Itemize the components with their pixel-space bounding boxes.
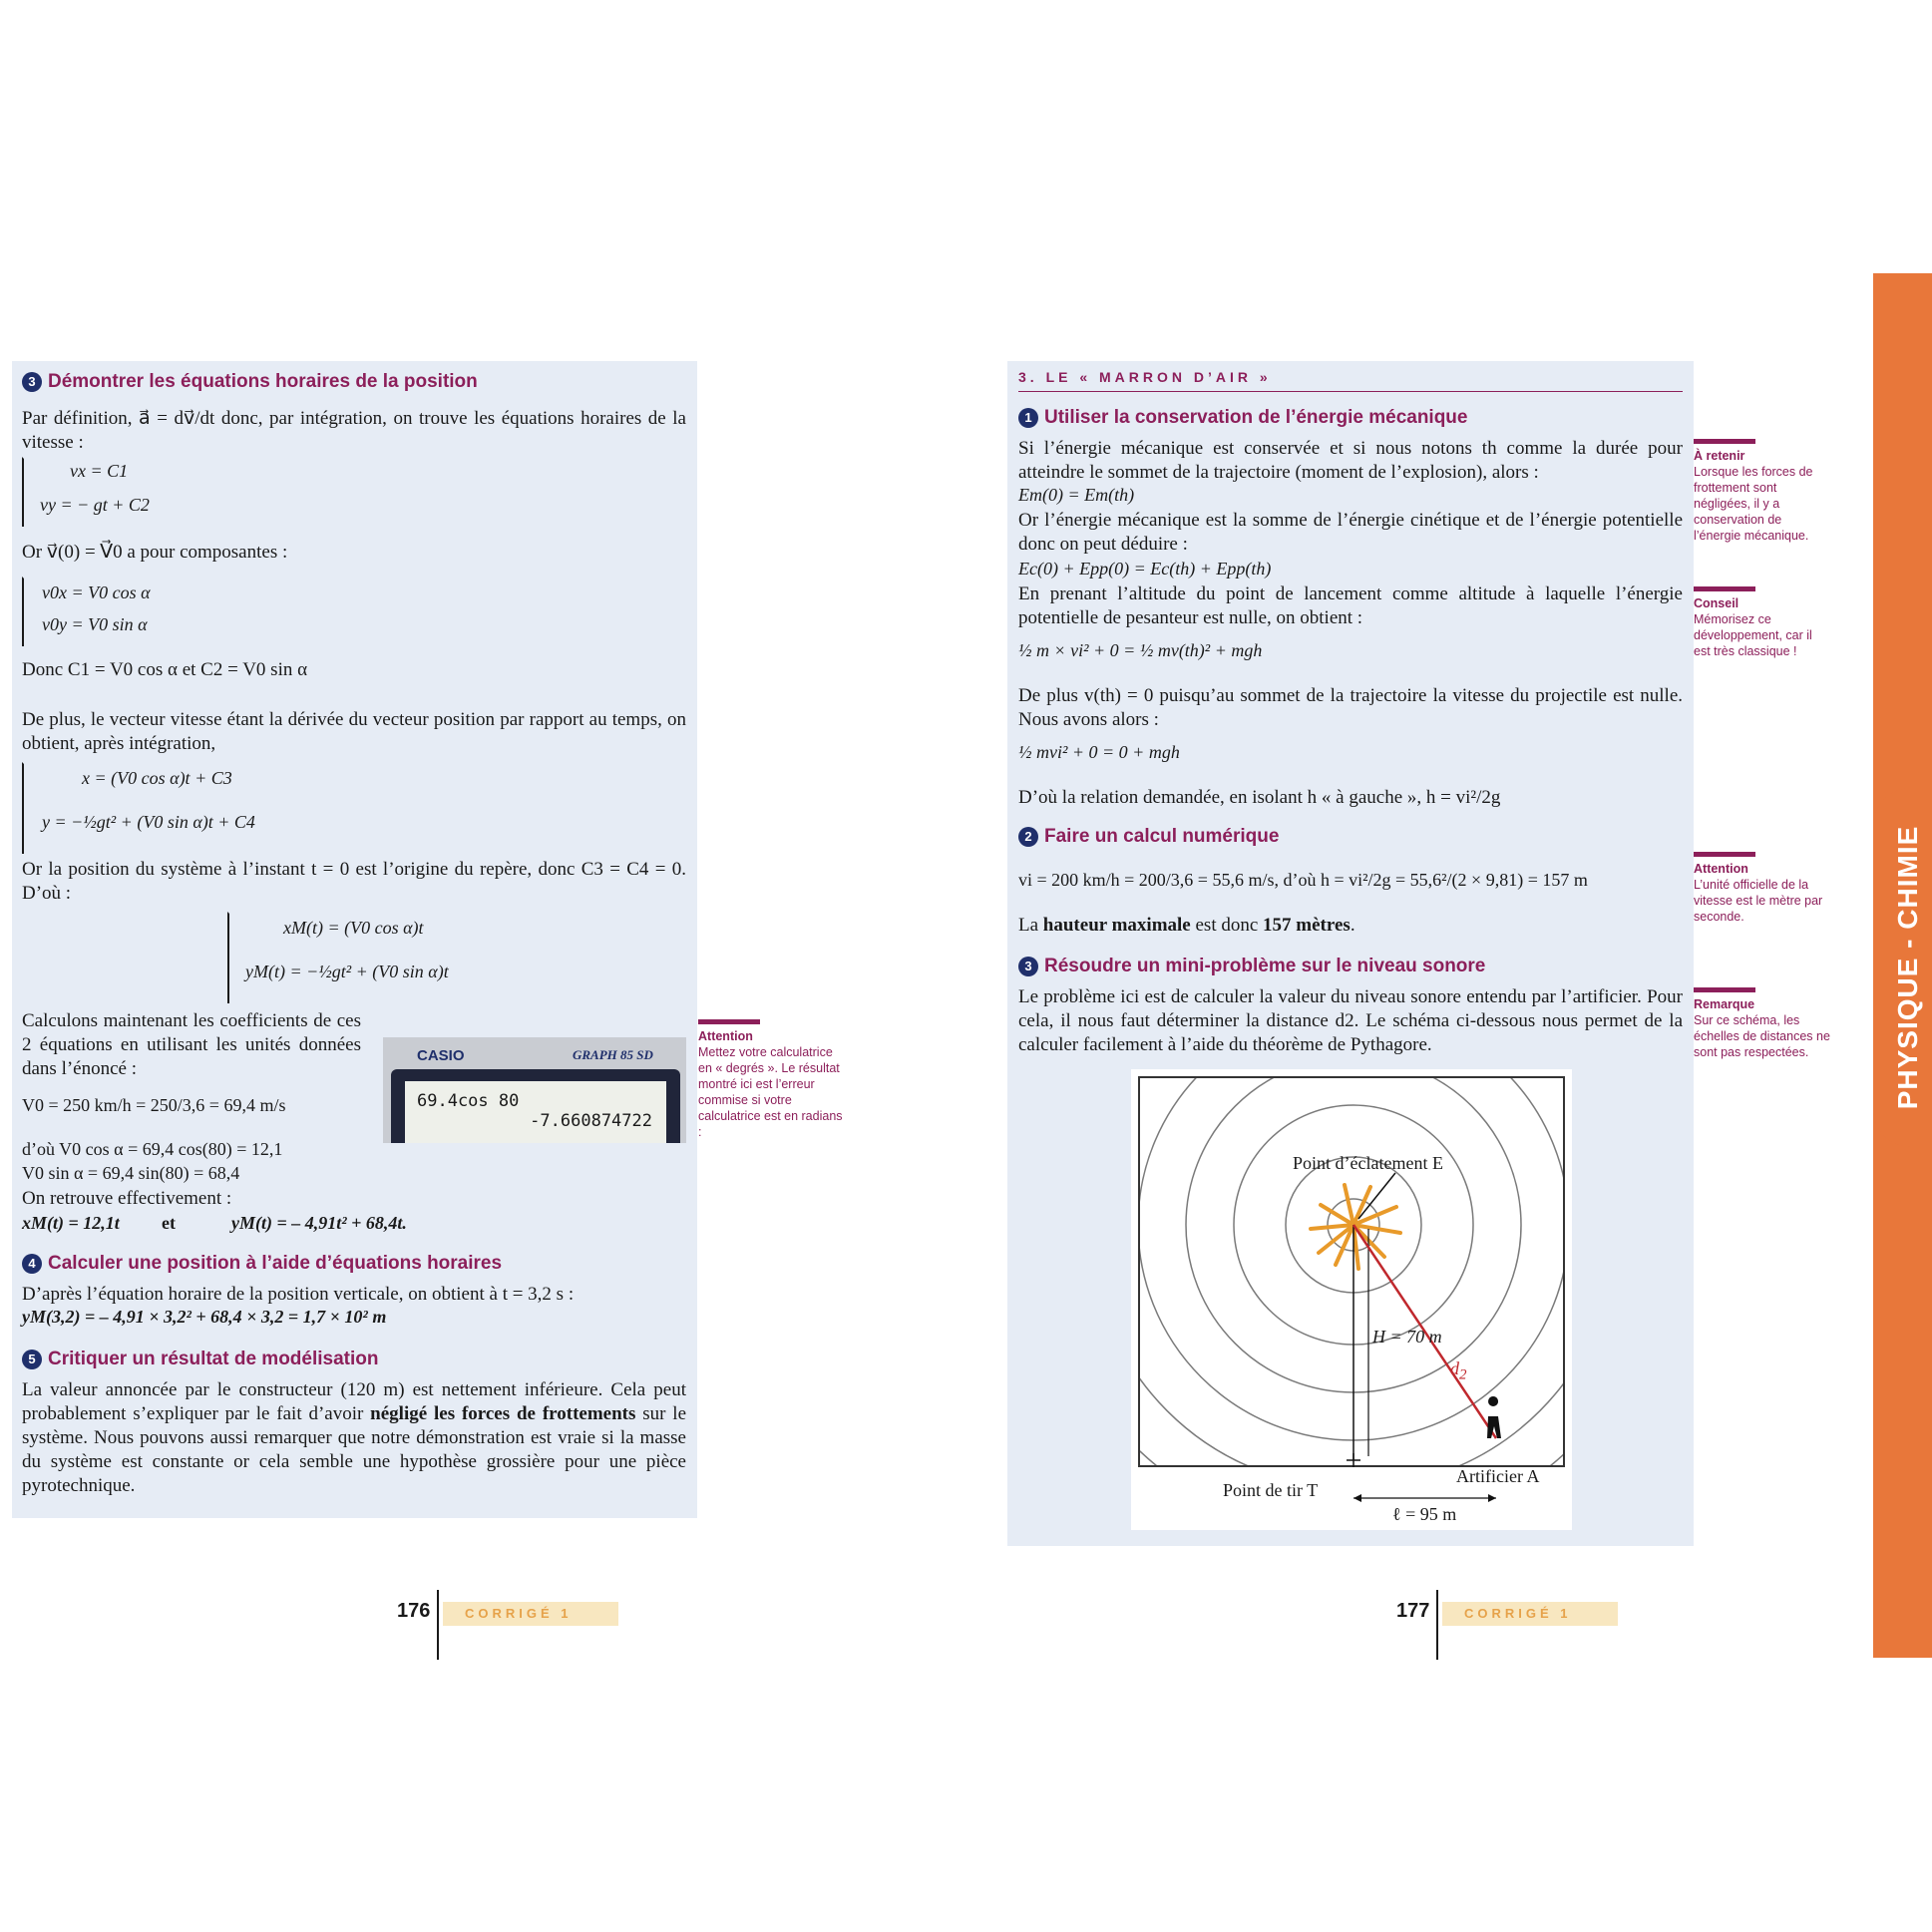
margin-note-text: L’unité officielle de la vitesse est le mètre par seconde. xyxy=(1694,878,1823,924)
sound-circle xyxy=(1131,1069,1572,1488)
margin-note-text: Mémorisez ce développement, car il est très classique ! xyxy=(1694,612,1812,658)
margin-note-text: Mettez votre calculatrice en « degrés ». Le résultat montré ici est l’erreur commise si votre calculatrice est en radians : xyxy=(698,1045,843,1139)
equation-v0x: v0x = V0 cos α xyxy=(42,582,151,602)
section-number-badge: 1 xyxy=(1018,408,1038,428)
margin-note-title: Conseil xyxy=(1694,596,1739,610)
equation-vx: vx = C1 xyxy=(70,461,129,481)
margin-note-title: Remarque xyxy=(1694,997,1755,1011)
equation-em: Em(0) = Em(th) xyxy=(1018,485,1135,505)
paragraph-energy-sum: Or l’énergie mécanique est la somme de l’énergie cinétique et de l’énergie potentielle donc on peut déduire : xyxy=(1018,510,1683,555)
equation-vy: vy = − gt + C2 xyxy=(40,495,150,515)
section-title-5 xyxy=(22,1349,379,1370)
label-d2: $d_2$ xyxy=(1450,1358,1467,1383)
paragraph-coefficients: Calculons maintenant les coefficients de ces 2 équations en utilisant les unités données dans l’énoncé : xyxy=(22,1010,361,1079)
section-title-text: Faire un calcul numérique xyxy=(1044,826,1280,847)
section-header-rule xyxy=(1018,391,1683,392)
subject-tab xyxy=(1873,788,1932,1147)
paragraph-vertical-position: D’après l’équation horaire de la position verticale, on obtient à t = 3,2 s : xyxy=(22,1284,575,1305)
paragraph-origin: Or la position du système à l’instant t = 0 est l’origine du repère, donc C3 = C4 = 0. D’où : xyxy=(22,859,686,904)
label-height: H = 70 m xyxy=(1372,1327,1442,1347)
equation-v0-value: V0 = 250 km/h = 250/3,6 = 69,4 m/s xyxy=(22,1095,286,1115)
margin-note-retenir xyxy=(1694,439,1828,544)
section-number-badge: 4 xyxy=(22,1254,42,1274)
calculator-brand: CASIO xyxy=(417,1047,465,1064)
label-artificier: Artificier A xyxy=(1456,1466,1540,1486)
system-brace-components xyxy=(22,577,24,646)
paragraph-definition: Par définition, a⃗ = dv⃗/dt donc, par intégration, on trouve les équations horaires de la vitesse : xyxy=(22,408,686,453)
calculator-screenshot xyxy=(383,1037,686,1143)
margin-note-title: Attention xyxy=(1694,862,1748,876)
system-brace-final xyxy=(227,912,229,1003)
paragraph-critique xyxy=(22,1378,686,1498)
equation-y: y = −½gt² + (V0 sin α)t + C4 xyxy=(42,812,255,832)
paragraph-result-intro: On retrouve effectivement : xyxy=(22,1188,232,1209)
section-number-badge: 2 xyxy=(1018,827,1038,847)
section-title-4 xyxy=(22,1253,502,1275)
result-xm: xM(t) = 12,1t xyxy=(22,1213,120,1233)
equation-xm: xM(t) = (V0 cos α)t xyxy=(283,918,424,938)
equation-simplified: ½ mvi² + 0 = 0 + mgh xyxy=(1018,742,1180,762)
max-height-value: 157 mètres xyxy=(1263,915,1351,936)
pointer-arrow xyxy=(1358,1173,1395,1219)
calculator-model: GRAPH 85 SD xyxy=(573,1047,653,1062)
section-title-text: Critiquer un résultat de modélisation xyxy=(48,1349,379,1369)
section-title-text: Calculer une position à l’aide d’équations horaires xyxy=(48,1253,503,1274)
section-title-3 xyxy=(22,371,478,393)
equation-ec-epp: Ec(0) + Epp(0) = Ec(th) + Epp(th) xyxy=(1018,559,1272,579)
equation-ym: yM(t) = −½gt² + (V0 sin α)t xyxy=(245,962,449,981)
margin-note-text: Sur ce schéma, les échelles de distances ne sont pas respectées. xyxy=(1694,1013,1830,1059)
critique-bold: négligé les forces de frottements xyxy=(370,1403,636,1424)
left-margin-note xyxy=(698,1019,848,1140)
page-number-left: 176 xyxy=(397,1600,431,1622)
left-content-panel xyxy=(12,361,697,1518)
result-and: et xyxy=(162,1213,176,1233)
calculator-input: 69.4cos 80 xyxy=(417,1091,520,1111)
subject-tab-label: PHYSIQUE - CHIMIE xyxy=(1892,825,1923,1110)
paragraph-max-height: La hauteur maximale est donc 157 mètres. xyxy=(1018,915,1355,936)
equation-energy-balance: ½ m × vi² + 0 = ½ mv(th)² + mgh xyxy=(1018,640,1263,660)
footer-label-right: CORRIGÉ 1 xyxy=(1442,1602,1618,1626)
diagram-frame xyxy=(1139,1077,1564,1466)
critique-text-end: sur le système. Nous pouvons aussi remarquer que notre démonstration est vraie si la masse du système est constante or cela semble une hypothèse grossière pour une pièce pyrotechnique. xyxy=(22,1403,687,1496)
section-header: 3. LE « MARRON D’AIR » xyxy=(1018,369,1272,385)
paragraph-reference-altitude: En prenant l’altitude du point de lancement comme altitude à laquelle l’énergie potentielle de pesanteur est nulle, on obtient : xyxy=(1018,583,1683,628)
paragraph-top-velocity: De plus v(th) = 0 puisqu’au sommet de la trajectoire la vitesse du projectile est nulle. Nous avons alors : xyxy=(1018,685,1683,730)
margin-note-attention xyxy=(1694,852,1843,925)
margin-note-text: Lorsque les forces de frottement sont négligées, il y a conservation de l’énergie mécanique. xyxy=(1694,465,1813,543)
section-title-text: Démontrer les équations horaires de la position xyxy=(48,371,478,392)
pythagoras-diagram xyxy=(1131,1069,1572,1530)
result-ym: yM(t) = – 4,91t² + 68,4t. xyxy=(231,1213,407,1233)
calculator-screen xyxy=(391,1069,680,1143)
section-number-badge: 5 xyxy=(22,1350,42,1369)
r-section-title-1 xyxy=(1018,407,1468,429)
equation-v0y: v0y = V0 sin α xyxy=(42,614,148,634)
max-height-label: hauteur maximale xyxy=(1042,915,1191,936)
margin-note-remarque xyxy=(1694,987,1838,1060)
paragraph-constants: Donc C1 = V0 cos α et C2 = V0 sin α xyxy=(22,659,308,680)
r-section-title-2 xyxy=(1018,826,1279,848)
calculator-output: -7.660874722 xyxy=(530,1111,652,1131)
r-section-title-3 xyxy=(1018,956,1485,977)
equation-coef1: d’où V0 cos α = 69,4 cos(80) = 12,1 xyxy=(22,1139,283,1159)
margin-note-title: À retenir xyxy=(1694,449,1745,463)
margin-note-conseil xyxy=(1694,586,1828,659)
artificier-figure xyxy=(1487,1396,1501,1438)
equation-numeric-height: vi = 200 km/h = 200/3,6 = 55,6 m/s, d’où h = vi²/2g = 55,6²/(2 × 9,81) = 157 m xyxy=(1018,870,1588,890)
critique-text-start: La valeur annoncée par le constructeur (120 m) est nettement inférieure. Cela peut probablement s’expliquer par le fait d’avoir xyxy=(22,1379,686,1424)
paragraph-position-derivation: De plus, le vecteur vitesse étant la dérivée du vecteur position par rapport au temps, on obtient, après intégration, xyxy=(22,709,686,754)
equation-ym-3-2: yM(3,2) = – 4,91 × 3,2² + 68,4 × 3,2 = 1,7 × 10² m xyxy=(22,1307,387,1327)
diagram-svg xyxy=(1131,1069,1572,1530)
footer-label-left: CORRIGÉ 1 xyxy=(443,1602,618,1626)
page-number-right: 177 xyxy=(1396,1600,1430,1622)
section-number-badge: 3 xyxy=(22,372,42,392)
label-point-T: Point de tir T xyxy=(1223,1480,1319,1500)
label-point-E: Point d’éclatement E xyxy=(1293,1153,1443,1173)
system-brace-position xyxy=(22,762,24,854)
paragraph-height-relation: D’où la relation demandée, en isolant h « à gauche », h = vi²/2g xyxy=(1018,787,1501,808)
system-brace-velocity xyxy=(22,457,24,527)
margin-note-title: Attention xyxy=(698,1029,753,1043)
section-title-text: Résoudre un mini-problème sur le niveau sonore xyxy=(1044,956,1486,976)
paragraph-energy-conservation: Si l’énergie mécanique est conservée et si nous notons th comme la durée pour atteindre le sommet de la trajectoire (moment de l’explosion), alors : xyxy=(1018,438,1683,483)
equation-x: x = (V0 cos α)t + C3 xyxy=(82,768,232,788)
section-number-badge: 3 xyxy=(1018,957,1038,976)
section-title-text: Utiliser la conservation de l’énergie mécanique xyxy=(1044,407,1468,428)
paragraph-sound-problem: Le problème ici est de calculer la valeur du niveau sonore entendu par l’artificier. Pour cela, il nous faut déterminer la distance d2. Le schéma ci-dessous nous permet de la calculer facilement à l’aide du théorème de Pythagore. xyxy=(1018,986,1683,1055)
label-length: ℓ = 95 m xyxy=(1392,1504,1457,1524)
equation-coef2: V0 sin α = 69,4 sin(80) = 68,4 xyxy=(22,1163,240,1183)
paragraph-initial-velocity: Or v⃗(0) = V⃗0 a pour composantes : xyxy=(22,542,288,563)
